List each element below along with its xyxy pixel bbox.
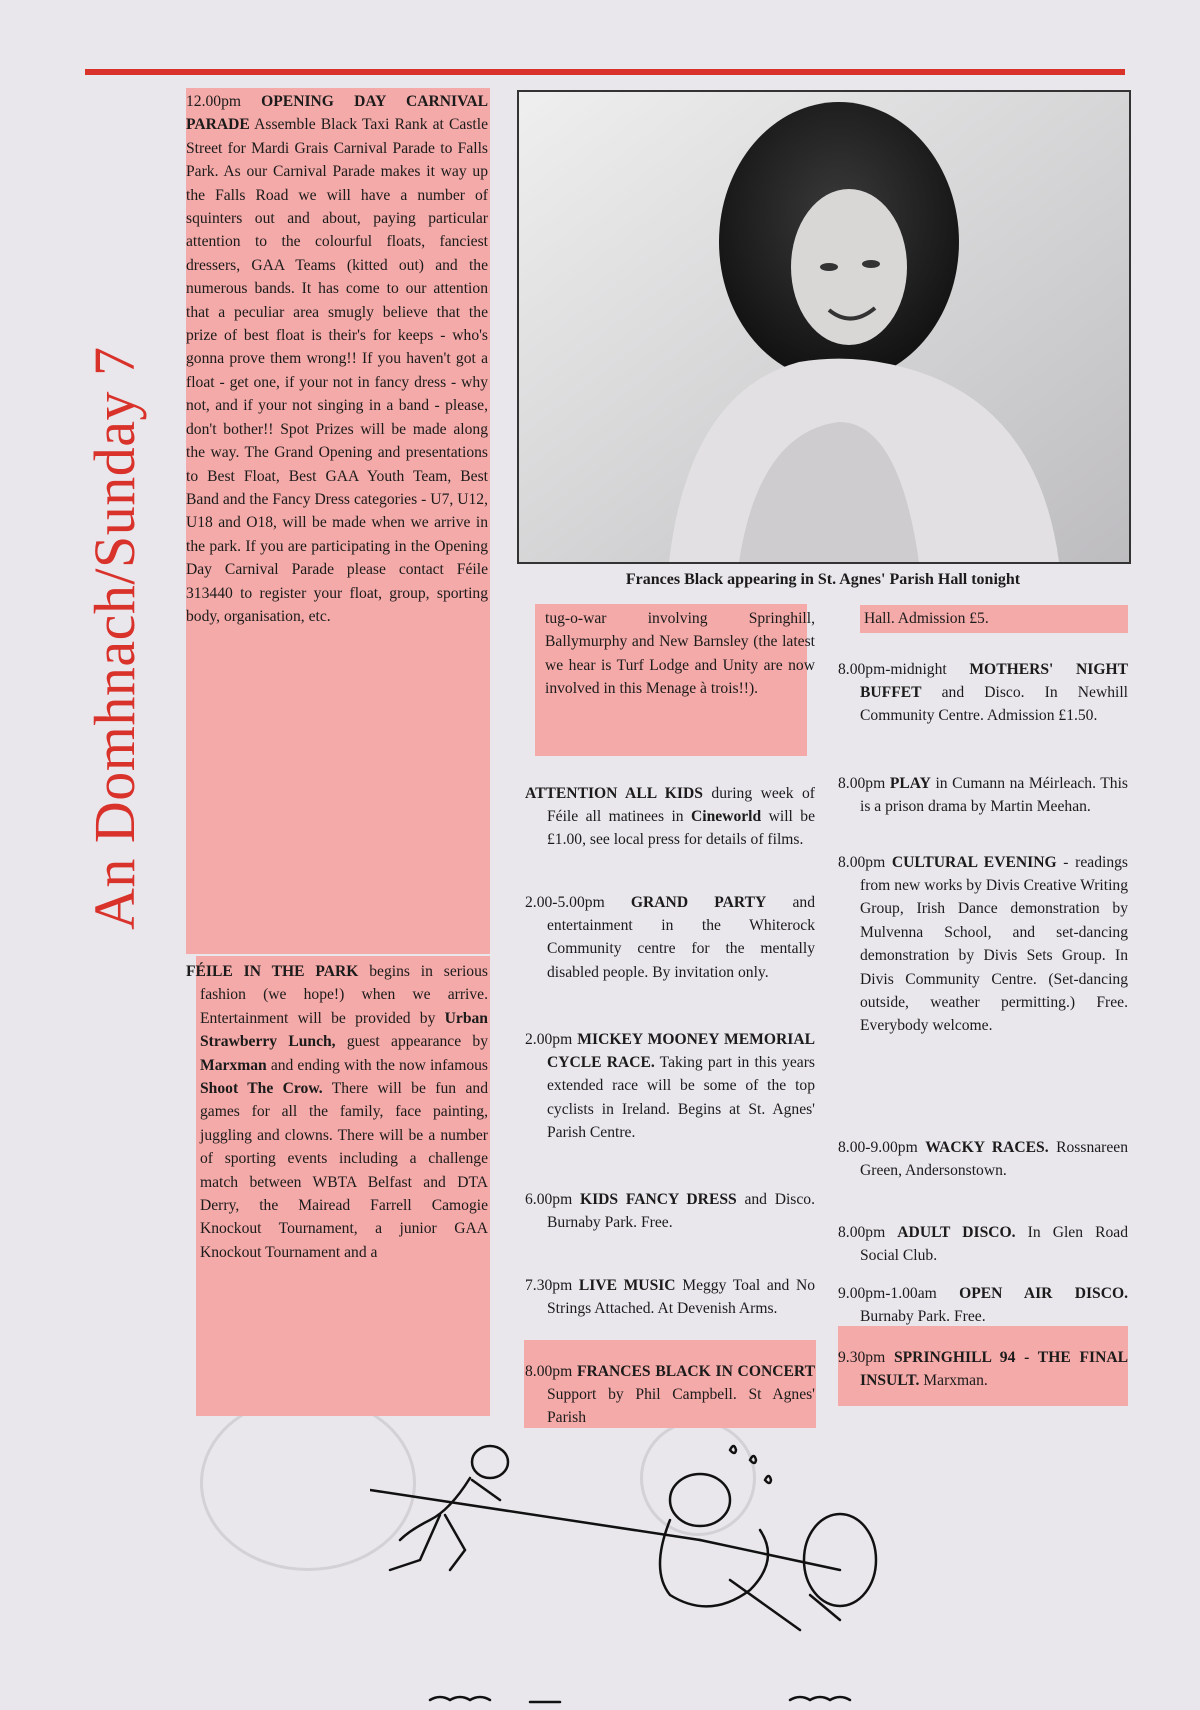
play: 8.00pm PLAY in Cumann na Méirleach. This is a prison drama by Martin Meehan. [838, 774, 1129, 815]
live-music: 7.30pm LIVE MUSIC Meggy Toal and No Strings Attached. At Devenish Arms. [525, 1276, 816, 1317]
attention-kids: ATTENTION ALL KIDS during week of Féile all matinees in Cineworld will be £1.00, see local press for details of films. [525, 784, 816, 849]
tug-of-war-cartoon [370, 1420, 930, 1710]
photo-caption: Frances Black appearing in St. Agnes' Parish Hall tonight [625, 571, 1021, 588]
grand-party: 2.00-5.00pm GRAND PARTY and entertainment in the Whiterock Community centre for the mentally disabled people. By invitation only. [525, 893, 815, 981]
hall-admission: Hall. Admission £5. [864, 610, 989, 627]
top-rule [85, 69, 1125, 75]
adult-disco: 8.00pm ADULT DISCO. In Glen Road Social Club. [838, 1223, 1128, 1264]
mothers-night-buffet: 8.00pm-midnight MOTHERS' NIGHT BUFFET and Disco. In Newhill Community Centre. Admission £1.50. [838, 660, 1129, 725]
wacky-races: 8.00-9.00pm WACKY RACES. Rossnareen Green, Andersonstown. [838, 1138, 1128, 1179]
page-title: An Domhnach/Sunday 7 [82, 346, 147, 930]
frances-black-photo [517, 90, 1131, 564]
springhill-final-insult: 9.30pm SPRINGHILL 94 - THE FINAL INSULT. Marxman. [838, 1348, 1129, 1389]
cultural-evening: 8.00pm CULTURAL EVENING - readings from new works by Divis Creative Writing Group, Irish Dance demonstration by Mulvenna School, and set-dancing demonstration by Divis Sets Group. In Divis Community Centre. (Set-dancing outside, weather permitting.) Free. Everybody welcome. [838, 853, 1128, 1035]
frances-black-concert: 8.00pm FRANCES BLACK IN CONCERT Support by Phil Campbell. St Agnes' Parish [525, 1362, 815, 1427]
tug-o-war: tug-o-war involving Springhill, Ballymurphy and New Barnsley (the latest we hear is Turf Lodge and Unity are now involved in this Menage à trois!!). [545, 610, 815, 698]
open-air-disco: 9.00pm-1.00am OPEN AIR DISCO. Burnaby Park. Free. [838, 1284, 1128, 1325]
cycle-race: 2.00pm MICKEY MOONEY MEMORIAL CYCLE RACE. Taking part in this years extended race will be some of the top cyclists in Ireland. Begins at St. Agnes' Parish Centre. [525, 1030, 815, 1142]
kids-fancy-dress: 6.00pm KIDS FANCY DRESS and Disco. Burnaby Park. Free. [525, 1190, 815, 1231]
portrait-image [519, 92, 1129, 562]
feile-in-the-park: FÉILE IN THE PARK begins in serious fashion (we hope!) when we arrive. Entertainment will be provided by Urban Strawberry Lunch, guest appearance by Marxman and ending with the now infamous Shoot The Crow. There will be fun and games for all the family, face painting, juggling and clowns. There will be a number of sporting events including a challenge match between WBTA Belfast and DTA Derry, the Mairead Farrell Camogie Knockout Tournament, a junior GAA Knockout Tournament and a [186, 963, 488, 1261]
opening-day-parade: 12.00pm OPENING DAY CARNIVAL PARADE Assemble Black Taxi Rank at Castle Street for Mardi Grais Carnival Parade to Falls Park. As our Carnival Parade makes it way up the Falls Road we will have a number of squinters out and about, paying particular attention to the colourful floats, fanciest dressers, GAA Teams (kitted out) and the numerous bands. It has come to our attention that a peculiar area smugly believe that the prize of best float is their's for keeps - who's gonna prove them wrong!! If you haven't got a float - get one, if your not in fancy dress - why not, and if your not singing in a band - please, don't bother!! Spot Prizes will be made along the way. The Grand Opening and presentations to Best Float, Best GAA Youth Team, Best Band and the Fancy Dress categories - U7, U12, U18 and O18, will be made when we arrive in the park. If you are participating in the Opening Day Carnival Parade please contact Féile 313440 to register your float, group, sporting body, organisation, etc. [186, 93, 488, 625]
